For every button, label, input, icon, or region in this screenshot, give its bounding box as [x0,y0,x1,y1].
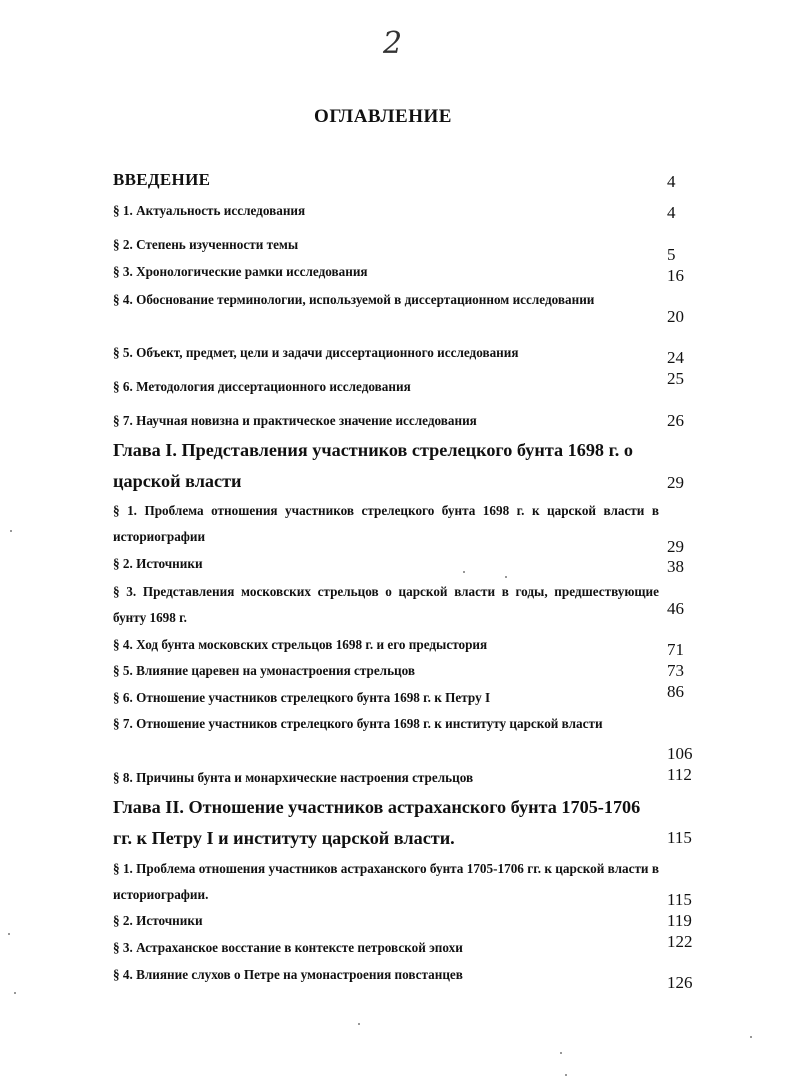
scan-speck [8,933,10,935]
toc-entry-section: § 3. Астраханское восстание в контексте петровской эпохи [113,940,463,955]
toc-page-number: 24 [667,348,684,367]
toc-page-number: 20 [667,307,684,326]
toc-entry-section: § 6. Отношение участников стрелецкого бунта 1698 г. к Петру I [113,690,491,705]
toc-page-number: 126 [667,973,693,992]
toc-page-number: 5 [667,245,676,264]
toc-page-number: 26 [667,411,684,430]
toc-page-number: 112 [667,765,692,784]
toc-entry-section: § 1. Проблема отношения участников стрелецкого бунта 1698 г. к царской власти в историографии [113,503,659,544]
scan-speck [560,1052,562,1054]
toc-title: ОГЛАВЛЕНИЕ [314,106,452,127]
toc-entry-section: § 2. Источники [113,556,203,571]
handwritten-page-number: 2 [383,26,403,61]
toc-entry-section: § 1. Актуальность исследования [113,203,306,218]
toc-entry-chapter: Глава II. Отношение участников астраханского бунта 1705-1706 гг. к Петру I и институту царской власти. [113,797,641,848]
scan-speck [565,1074,567,1076]
toc-entry-section: § 1. Проблема отношения участников астраханского бунта 1705-1706 гг. к царской власти в историографии. [113,861,659,902]
scan-speck [750,1036,752,1038]
toc-page-number: 115 [667,890,692,909]
toc-page-number: 38 [667,557,684,576]
toc-page-number: 29 [667,537,684,556]
toc-entry-section: § 4. Влияние слухов о Петре на умонастроения повстанцев [113,967,463,982]
toc-page-number: 29 [667,473,684,492]
toc-entry-chapter: Глава I. Представления участников стрелецкого бунта 1698 г. о царской власти [113,440,633,491]
toc-entry-section: § 7. Отношение участников стрелецкого бунта 1698 г. к институту царской власти [113,716,603,731]
toc-entry-section: § 2. Источники [113,913,203,928]
toc-entry-introduction: ВВЕДЕНИЕ [113,170,211,189]
toc-page-number: 106 [667,744,693,763]
toc-page-number: 4 [667,172,676,191]
toc-page-number: 122 [667,932,693,951]
scan-speck [10,530,12,532]
toc-entry-section: § 7. Научная новизна и практическое значение исследования [113,413,477,428]
toc-page-number: 73 [667,661,684,680]
toc-entry-section: § 4. Обоснование терминологии, используемой в диссертационном исследовании [113,292,595,307]
toc-entry-section: § 8. Причины бунта и монархические настроения стрельцов [113,770,474,785]
toc-page-number: 46 [667,599,684,618]
toc-page-number: 16 [667,266,684,285]
scan-speck [14,992,16,994]
toc-entry-section: § 3. Хронологические рамки исследования [113,264,368,279]
toc-entry-section: § 6. Методология диссертационного исследования [113,379,411,394]
scan-speck [358,1023,360,1025]
toc-page-number: 71 [667,640,684,659]
scan-speck [463,571,465,573]
toc-entry-section: § 5. Влияние царевен на умонастроения стрельцов [113,663,416,678]
toc-page-number: 4 [667,203,676,222]
toc-entry-section: § 5. Объект, предмет, цели и задачи диссертационного исследования [113,345,519,360]
toc-page-number: 119 [667,911,692,930]
toc-entry-section: § 2. Степень изученности темы [113,237,299,252]
toc-page-number: 115 [667,828,692,847]
scan-speck [505,576,507,578]
toc-page-number: 25 [667,369,684,388]
toc-entry-section: § 3. Представления московских стрельцов о царской власти в годы, предшествующие бунту 1698 г. [113,584,659,625]
toc-page-number: 86 [667,682,684,701]
toc-entry-section: § 4. Ход бунта московских стрельцов 1698 г. и его предыстория [113,637,488,652]
